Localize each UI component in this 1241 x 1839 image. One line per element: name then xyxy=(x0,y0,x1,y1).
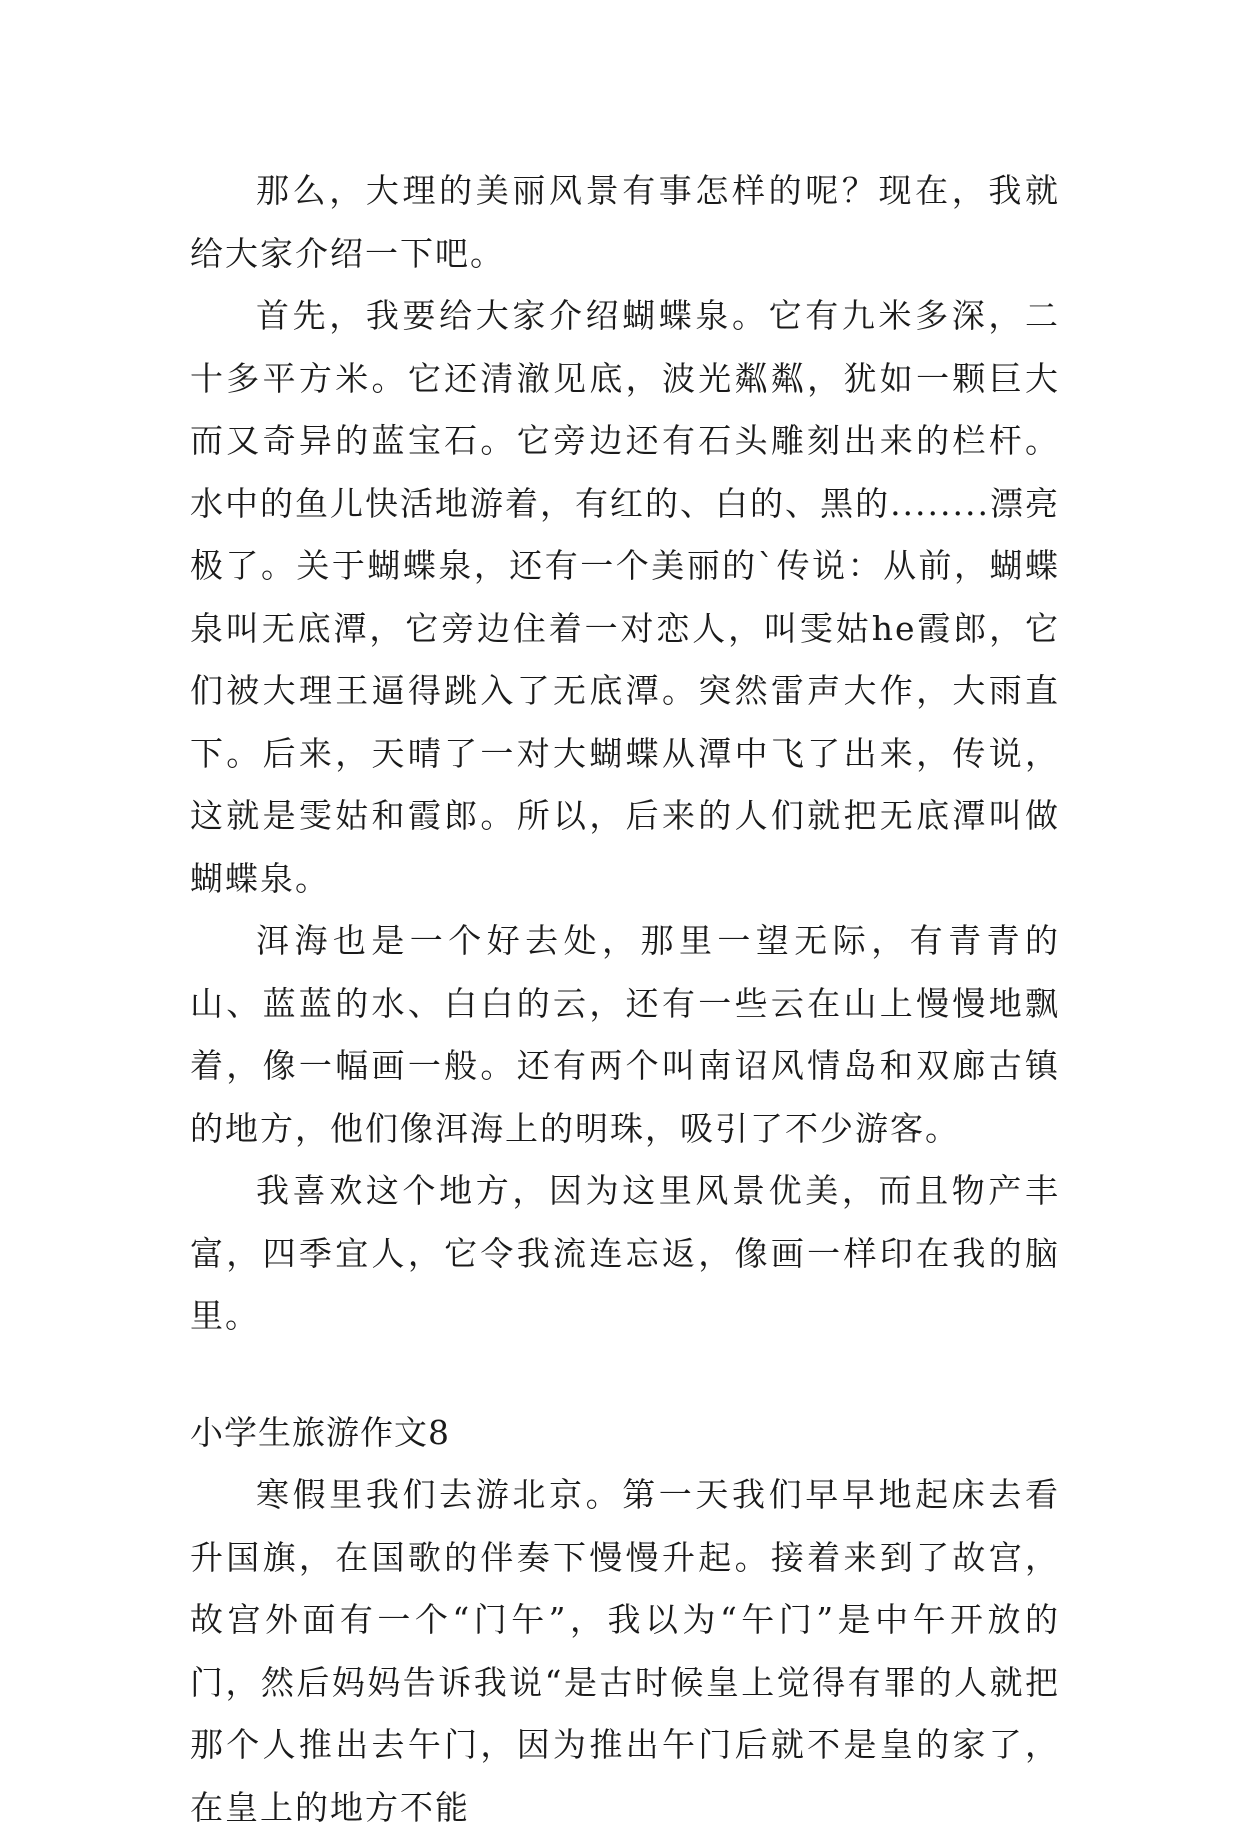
paragraph-conclusion: 我喜欢这个地方，因为这里风景优美，而且物产丰富，四季宜人，它令我流连忘返，像画一样印在我的脑里。 xyxy=(190,1171,1060,1335)
essay-heading: 小学生旅游作文8 xyxy=(190,1412,450,1452)
paragraph-erhai: 洱海也是一个好去处，那里一望无际，有青青的山、蓝蓝的水、白白的云，还有一些云在山上慢慢地飘着，像一幅画一般。还有两个叫南诏风情岛和双廊古镇的地方，他们像洱海上的明珠，吸引了不少游客。 xyxy=(190,921,1060,1148)
paragraph-butterfly-spring: 首先，我要给大家介绍蝴蝶泉。它有九米多深，二十多平方米。它还清澈见底，波光粼粼，犹如一颗巨大而又奇异的蓝宝石。它旁边还有石头雕刻出来的栏杆。水中的鱼儿快活地游着，有红的、白的、黑的........漂亮极了。关于蝴蝶泉，还有一个美丽的`传说：从前，蝴蝶泉叫无底潭，它旁边住着一对恋人，叫雯姑he霞郎，它们被大理王逼得跳入了无底潭。突然雷声大作，大雨直下。后来，天晴了一对大蝴蝶从潭中飞了出来，传说，这就是雯姑和霞郎。所以，后来的人们就把无底潭叫做蝴蝶泉。 xyxy=(190,296,1060,898)
document-body xyxy=(190,160,1060,1839)
paragraph-intro: 那么，大理的美丽风景有事怎样的呢？现在，我就给大家介绍一下吧。 xyxy=(190,171,1060,273)
paragraph-beijing-trip: 寒假里我们去游北京。第一天我们早早地起床去看升国旗，在国歌的伴奏下慢慢升起。接着来到了故宫，故宫外面有一个“门午”，我以为“午门”是中午开放的门，然后妈妈告诉我说“是古时候皇上觉得有罪的人就把那个人推出去午门，因为推出午门后就不是皇的家了，在皇上的地方不能 xyxy=(190,1475,1060,1827)
